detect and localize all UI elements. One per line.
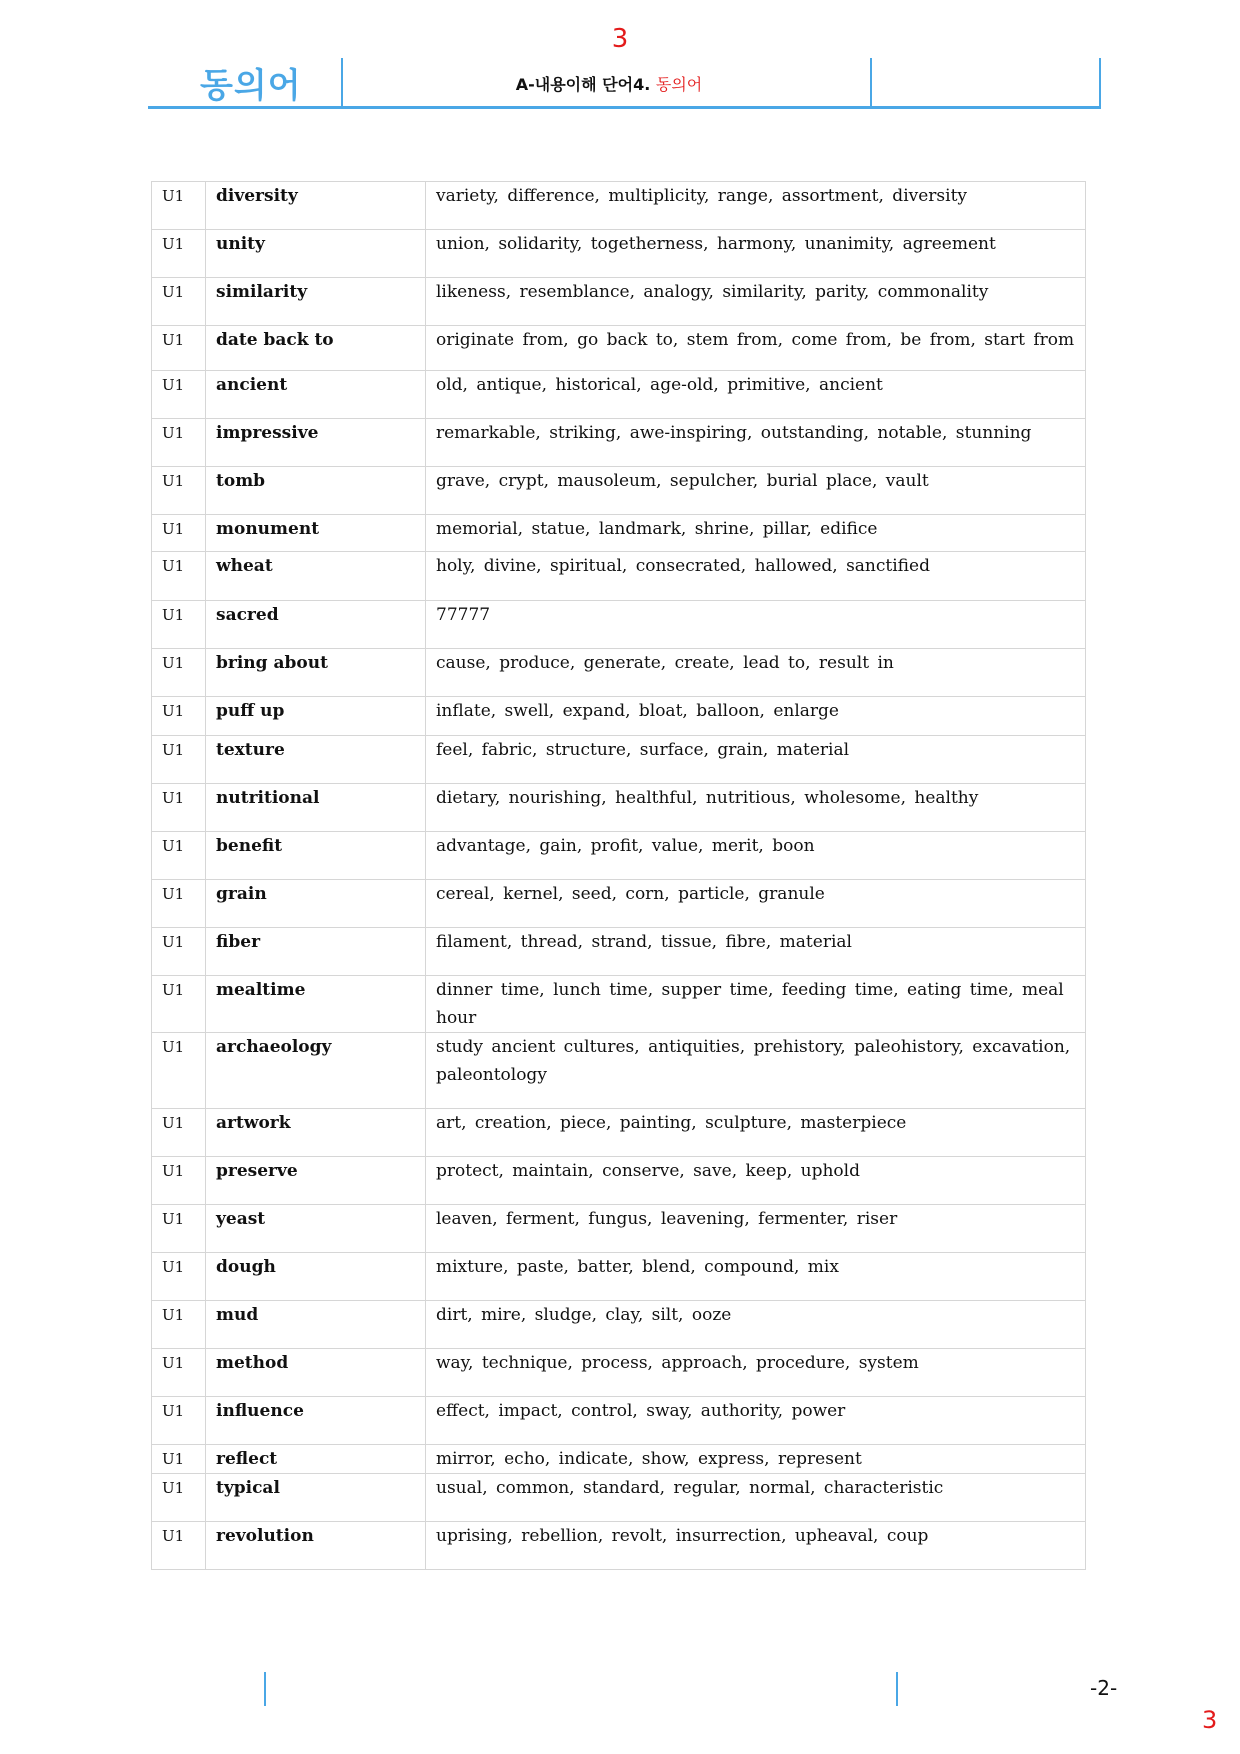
page-header: [148, 58, 1101, 109]
table-row: [152, 326, 1086, 371]
unit-cell: U1: [152, 552, 206, 601]
table-row: [152, 649, 1086, 697]
synonyms-cell: protect, maintain, conserve, save, keep, uphold: [426, 1157, 1086, 1205]
synonyms-cell: uprising, rebellion, revolt, insurrection, upheaval, coup: [426, 1522, 1086, 1570]
table-row: [152, 601, 1086, 649]
footer-page-number: -2-: [1090, 1676, 1118, 1700]
table-row: [152, 1522, 1086, 1570]
synonyms-cell: leaven, ferment, fungus, leavening, fermenter, riser: [426, 1205, 1086, 1253]
footer-divider-right: [896, 1672, 898, 1706]
unit-cell: U1: [152, 601, 206, 649]
word-cell: diversity: [206, 182, 426, 230]
table-row: [152, 880, 1086, 928]
unit-cell: U1: [152, 326, 206, 371]
table-row: [152, 467, 1086, 515]
unit-cell: U1: [152, 182, 206, 230]
header-subtitle-main: A-내용이해 단어4.: [515, 75, 651, 94]
unit-cell: U1: [152, 371, 206, 419]
word-cell: artwork: [206, 1109, 426, 1157]
word-cell: archaeology: [206, 1033, 426, 1109]
header-subtitle-accent: 동의어: [655, 75, 703, 94]
synonyms-cell: cause, produce, generate, create, lead to, result in: [426, 649, 1086, 697]
table-row: [152, 1397, 1086, 1445]
word-cell: preserve: [206, 1157, 426, 1205]
page-mark-bottom: 3: [1202, 1706, 1218, 1734]
unit-cell: U1: [152, 649, 206, 697]
word-cell: revolution: [206, 1522, 426, 1570]
synonyms-cell: effect, impact, control, sway, authority, power: [426, 1397, 1086, 1445]
table-row: [152, 928, 1086, 976]
table-row: [152, 230, 1086, 278]
synonyms-cell: remarkable, striking, awe-inspiring, outstanding, notable, stunning: [426, 419, 1086, 467]
table-row: [152, 1109, 1086, 1157]
word-cell: mealtime: [206, 976, 426, 1033]
unit-cell: U1: [152, 697, 206, 736]
table-row: [152, 1205, 1086, 1253]
synonyms-cell: usual, common, standard, regular, normal, characteristic: [426, 1474, 1086, 1522]
synonym-table: [151, 181, 1086, 1570]
unit-cell: U1: [152, 784, 206, 832]
word-cell: similarity: [206, 278, 426, 326]
word-cell: grain: [206, 880, 426, 928]
unit-cell: U1: [152, 230, 206, 278]
unit-cell: U1: [152, 1445, 206, 1474]
synonyms-cell: study ancient cultures, antiquities, prehistory, paleohistory, excavation, paleontology: [426, 1033, 1086, 1109]
synonyms-cell: holy, divine, spiritual, consecrated, hallowed, sanctified: [426, 552, 1086, 601]
synonyms-cell: memorial, statue, landmark, shrine, pillar, edifice: [426, 515, 1086, 552]
word-cell: impressive: [206, 419, 426, 467]
synonyms-cell: advantage, gain, profit, value, merit, boon: [426, 832, 1086, 880]
word-cell: dough: [206, 1253, 426, 1301]
word-cell: ancient: [206, 371, 426, 419]
word-cell: typical: [206, 1474, 426, 1522]
synonyms-cell: inflate, swell, expand, bloat, balloon, enlarge: [426, 697, 1086, 736]
unit-cell: U1: [152, 1157, 206, 1205]
synonyms-cell: dinner time, lunch time, supper time, feeding time, eating time, meal hour: [426, 976, 1086, 1033]
table-row: [152, 1253, 1086, 1301]
synonyms-cell: likeness, resemblance, analogy, similarity, parity, commonality: [426, 278, 1086, 326]
table-row: [152, 736, 1086, 784]
synonyms-cell: old, antique, historical, age-old, primitive, ancient: [426, 371, 1086, 419]
header-subtitle: [345, 72, 873, 95]
table-row: [152, 832, 1086, 880]
table-row: [152, 552, 1086, 601]
word-cell: nutritional: [206, 784, 426, 832]
table-row: [152, 784, 1086, 832]
header-divider-left: [341, 58, 343, 106]
unit-cell: U1: [152, 832, 206, 880]
synonyms-cell: feel, fabric, structure, surface, grain, material: [426, 736, 1086, 784]
word-cell: texture: [206, 736, 426, 784]
table-row: [152, 1349, 1086, 1397]
word-cell: reflect: [206, 1445, 426, 1474]
word-cell: mud: [206, 1301, 426, 1349]
unit-cell: U1: [152, 1474, 206, 1522]
table-row: [152, 1033, 1086, 1109]
unit-cell: U1: [152, 1301, 206, 1349]
unit-cell: U1: [152, 1205, 206, 1253]
table-row: [152, 1301, 1086, 1349]
unit-cell: U1: [152, 278, 206, 326]
synonyms-cell: mirror, echo, indicate, show, express, represent: [426, 1445, 1086, 1474]
synonyms-cell: art, creation, piece, painting, sculpture, masterpiece: [426, 1109, 1086, 1157]
table-row: [152, 1445, 1086, 1474]
header-title: 동의어: [200, 66, 302, 106]
word-cell: fiber: [206, 928, 426, 976]
unit-cell: U1: [152, 976, 206, 1033]
unit-cell: U1: [152, 880, 206, 928]
word-cell: method: [206, 1349, 426, 1397]
table-row: [152, 515, 1086, 552]
word-cell: unity: [206, 230, 426, 278]
unit-cell: U1: [152, 1033, 206, 1109]
synonyms-cell: grave, crypt, mausoleum, sepulcher, burial place, vault: [426, 467, 1086, 515]
word-cell: yeast: [206, 1205, 426, 1253]
word-cell: monument: [206, 515, 426, 552]
unit-cell: U1: [152, 419, 206, 467]
synonyms-cell: mixture, paste, batter, blend, compound, mix: [426, 1253, 1086, 1301]
unit-cell: U1: [152, 1522, 206, 1570]
unit-cell: U1: [152, 1253, 206, 1301]
synonyms-cell: originate from, go back to, stem from, come from, be from, start from: [426, 326, 1086, 371]
table-row: [152, 697, 1086, 736]
synonyms-cell: union, solidarity, togetherness, harmony, unanimity, agreement: [426, 230, 1086, 278]
word-cell: influence: [206, 1397, 426, 1445]
word-cell: wheat: [206, 552, 426, 601]
unit-cell: U1: [152, 1349, 206, 1397]
unit-cell: U1: [152, 1397, 206, 1445]
synonyms-cell: cereal, kernel, seed, corn, particle, granule: [426, 880, 1086, 928]
word-cell: bring about: [206, 649, 426, 697]
unit-cell: U1: [152, 515, 206, 552]
synonyms-cell: way, technique, process, approach, procedure, system: [426, 1349, 1086, 1397]
table-row: [152, 371, 1086, 419]
table-row: [152, 1474, 1086, 1522]
footer-divider-left: [264, 1672, 266, 1706]
table-row: [152, 976, 1086, 1033]
unit-cell: U1: [152, 467, 206, 515]
word-cell: sacred: [206, 601, 426, 649]
synonyms-cell: 77777: [426, 601, 1086, 649]
table-row: [152, 278, 1086, 326]
synonyms-cell: variety, difference, multiplicity, range, assortment, diversity: [426, 182, 1086, 230]
word-cell: tomb: [206, 467, 426, 515]
page-mark-top: 3: [611, 24, 629, 54]
header-divider-right: [1099, 58, 1101, 106]
table-row: [152, 182, 1086, 230]
synonyms-cell: dietary, nourishing, healthful, nutritious, wholesome, healthy: [426, 784, 1086, 832]
synonym-table-body: [152, 182, 1086, 1570]
word-cell: puff up: [206, 697, 426, 736]
unit-cell: U1: [152, 928, 206, 976]
word-cell: benefit: [206, 832, 426, 880]
unit-cell: U1: [152, 1109, 206, 1157]
unit-cell: U1: [152, 736, 206, 784]
table-row: [152, 419, 1086, 467]
synonyms-cell: filament, thread, strand, tissue, fibre, material: [426, 928, 1086, 976]
word-cell: date back to: [206, 326, 426, 371]
table-row: [152, 1157, 1086, 1205]
synonyms-cell: dirt, mire, sludge, clay, silt, ooze: [426, 1301, 1086, 1349]
